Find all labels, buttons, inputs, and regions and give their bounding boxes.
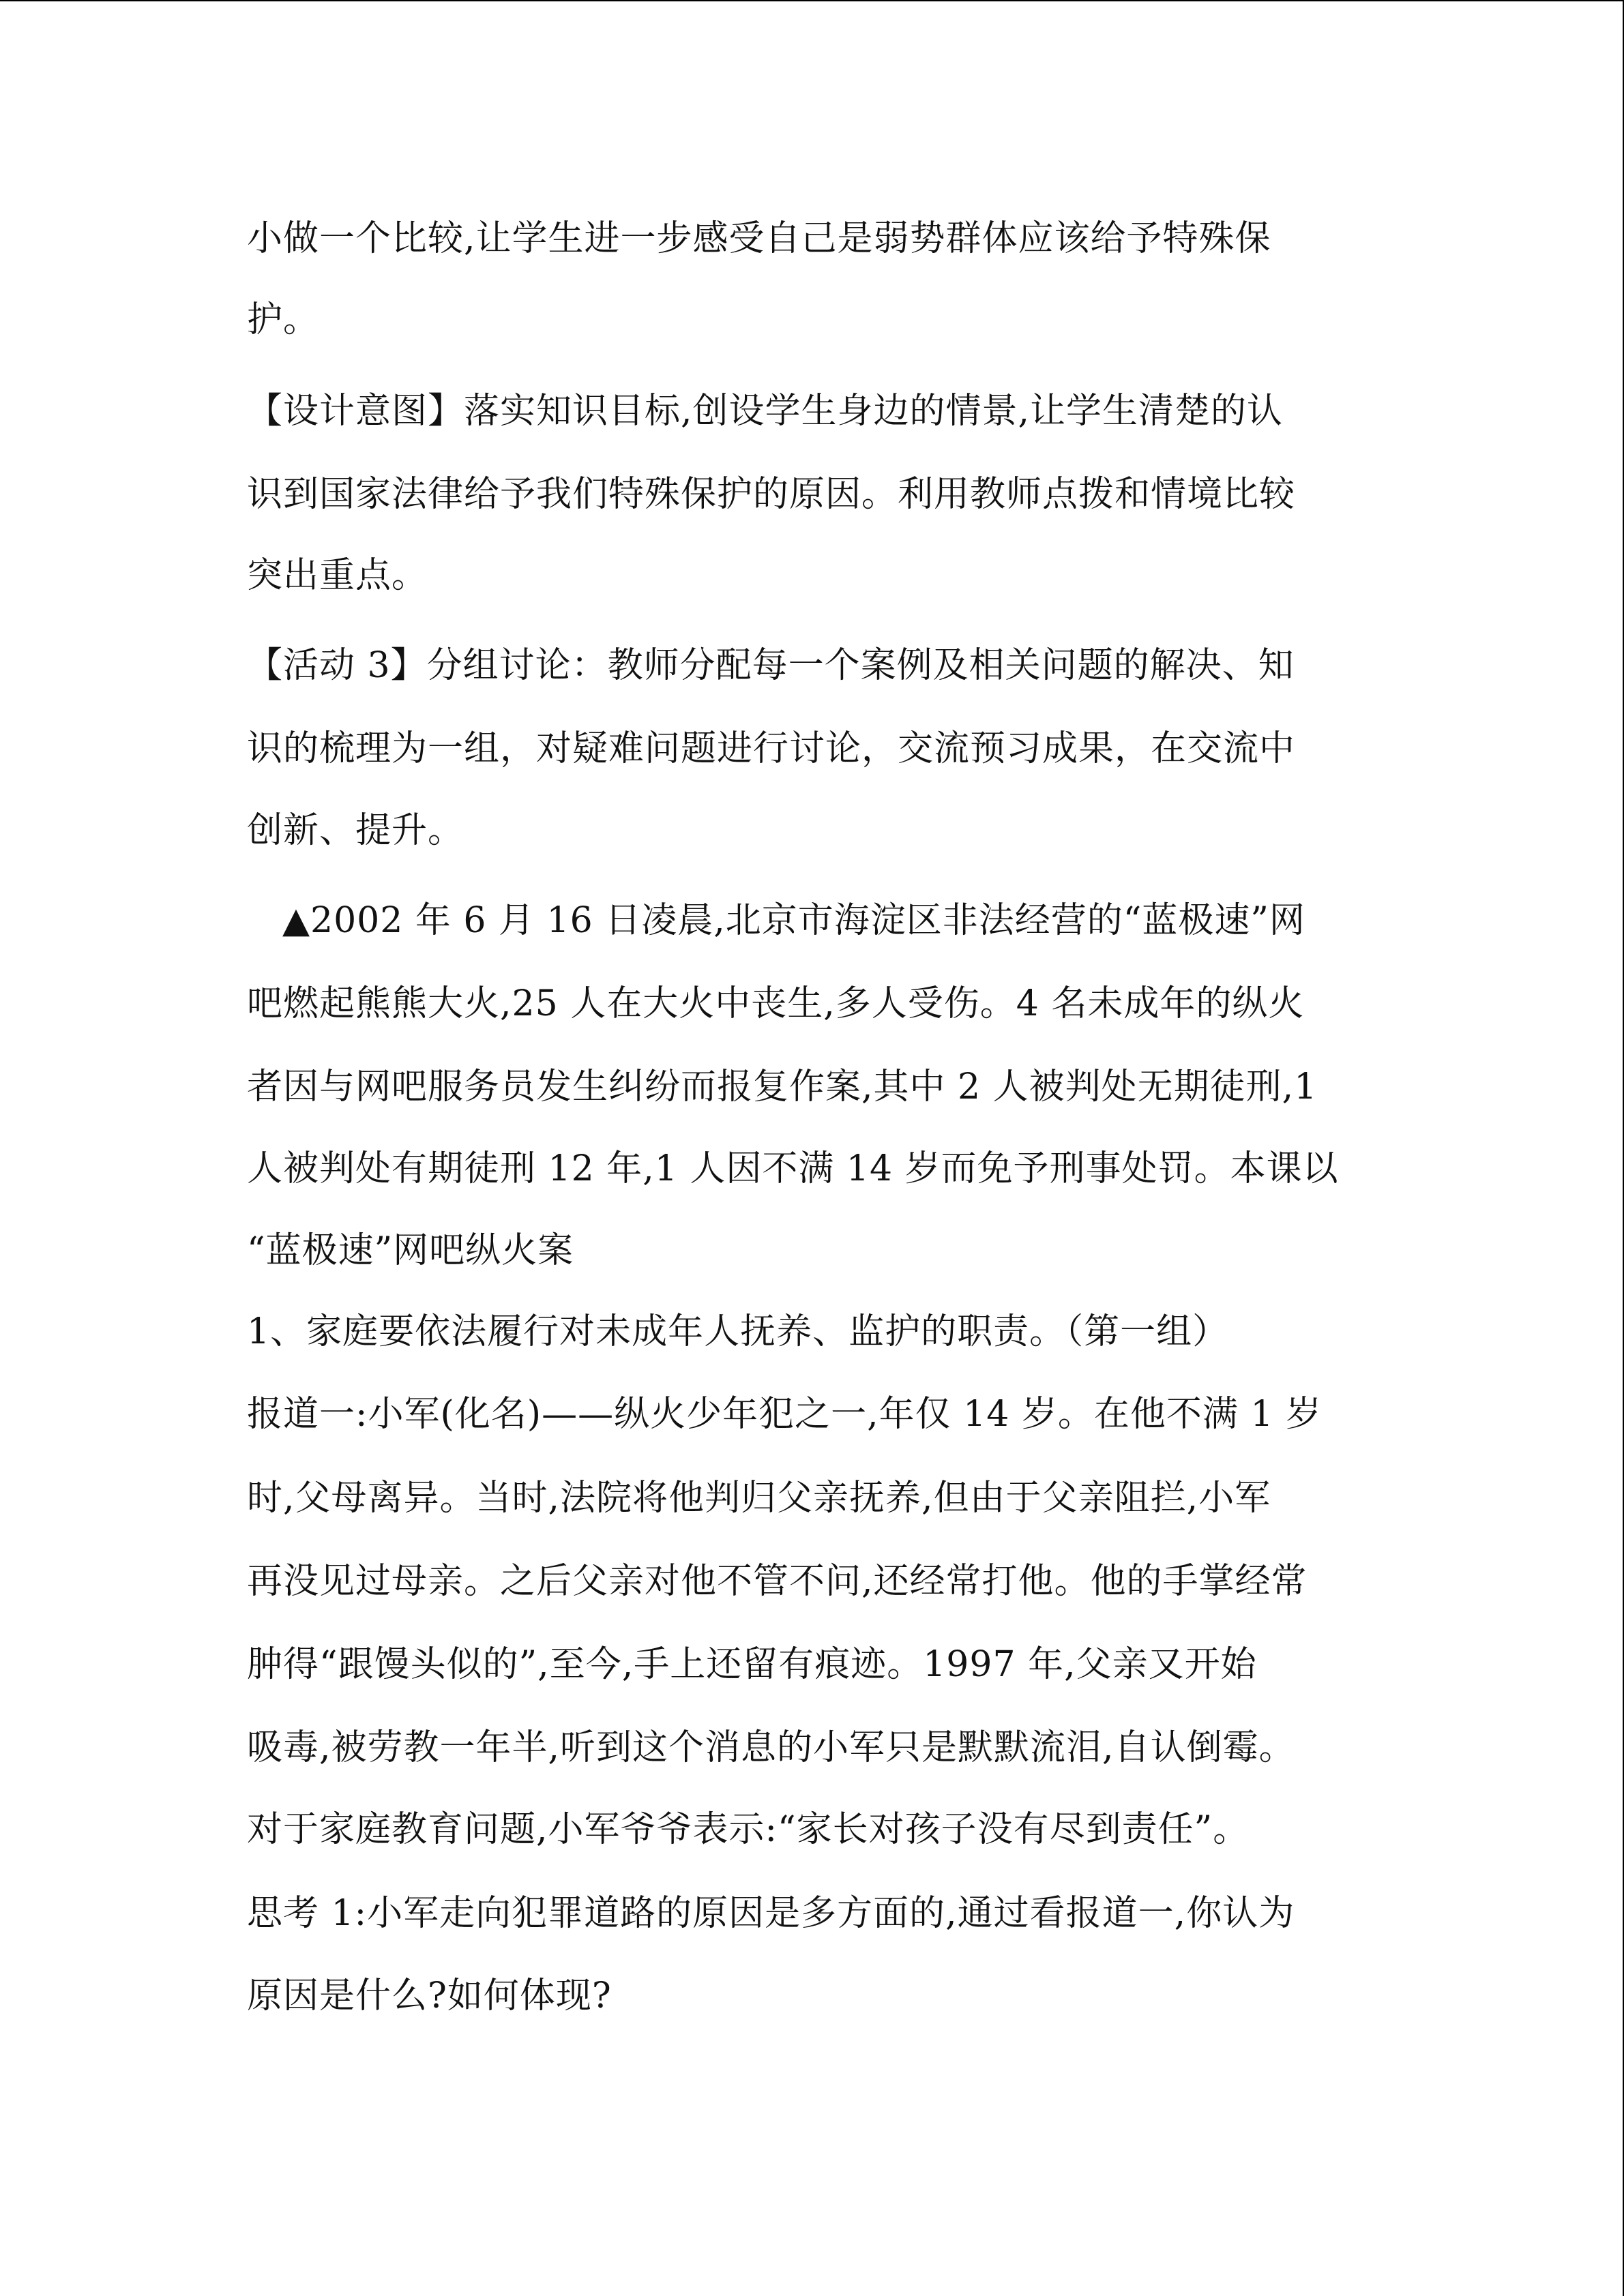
design-intent-line: 【设计意图】落实知识目标,创设学生身边的情景,让学生清楚的认: [247, 391, 1284, 432]
activity-3-line: 【活动 3】分组讨论：教师分配每一个案例及相关问题的解决、知: [247, 645, 1295, 686]
text-line: 时,父母离异。当时,法院将他判归父亲抚养,但由于父亲阻拦,小军: [247, 1478, 1271, 1519]
text-line: 识的梳理为一组，对疑难问题进行讨论，交流预习成果，在交流中: [247, 728, 1296, 769]
text-line: 创新、提升。: [247, 810, 464, 851]
text-line: 小做一个比较,让学生进一步感受自己是弱势群体应该给予特殊保: [247, 218, 1271, 259]
text-line: 原因是什么?如何体现?: [247, 1976, 612, 2016]
text-line: 吸毒,被劳教一年半,听到这个消息的小军只是默默流泪,自认倒霉。: [247, 1727, 1295, 1768]
text-line: 者因与网吧服务员发生纠纷而报复作案,其中 2 人被判处无期徒刑,1: [247, 1067, 1318, 1107]
text-line: 识到国家法律给予我们特殊保护的原因。利用教师点拨和情境比较: [247, 474, 1296, 515]
text-line: 人被判处有期徒刑 12 年,1 人因不满 14 岁而免予刑事处罚。本课以: [247, 1148, 1339, 1189]
text-line: 突出重点。: [247, 555, 428, 596]
text-line: 再没见过母亲。之后父亲对他不管不问,还经常打他。他的手掌经常: [247, 1561, 1308, 1602]
text-line: 肿得“跟馒头似的”,至今,手上还留有痕迹。1997 年,父亲又开始: [247, 1644, 1257, 1685]
text-line: 对于家庭教育问题,小军爷爷表示:“家长对孩子没有尽到责任”。: [247, 1809, 1250, 1850]
report-one-line: 报道一:小军(化名)——纵火少年犯之一,年仅 14 岁。在他不满 1 岁: [247, 1394, 1322, 1435]
text-line: 护。: [247, 299, 320, 340]
question-1-line: 思考 1:小军走向犯罪道路的原因是多方面的,通过看报道一,你认为: [247, 1893, 1295, 1934]
text-line: 吧燃起熊熊大火,25 人在大火中丧生,多人受伤。4 名未成年的纵火: [247, 983, 1305, 1024]
text-line: “蓝极速”网吧纵火案: [247, 1230, 574, 1271]
section-heading-1: 1、家庭要依法履行对未成年人抚养、监护的职责。（第一组）: [247, 1311, 1229, 1352]
case-paragraph-line: ▲2002 年 6 月 16 日凌晨,北京市海淀区非法经营的“蓝极速”网: [282, 900, 1305, 941]
